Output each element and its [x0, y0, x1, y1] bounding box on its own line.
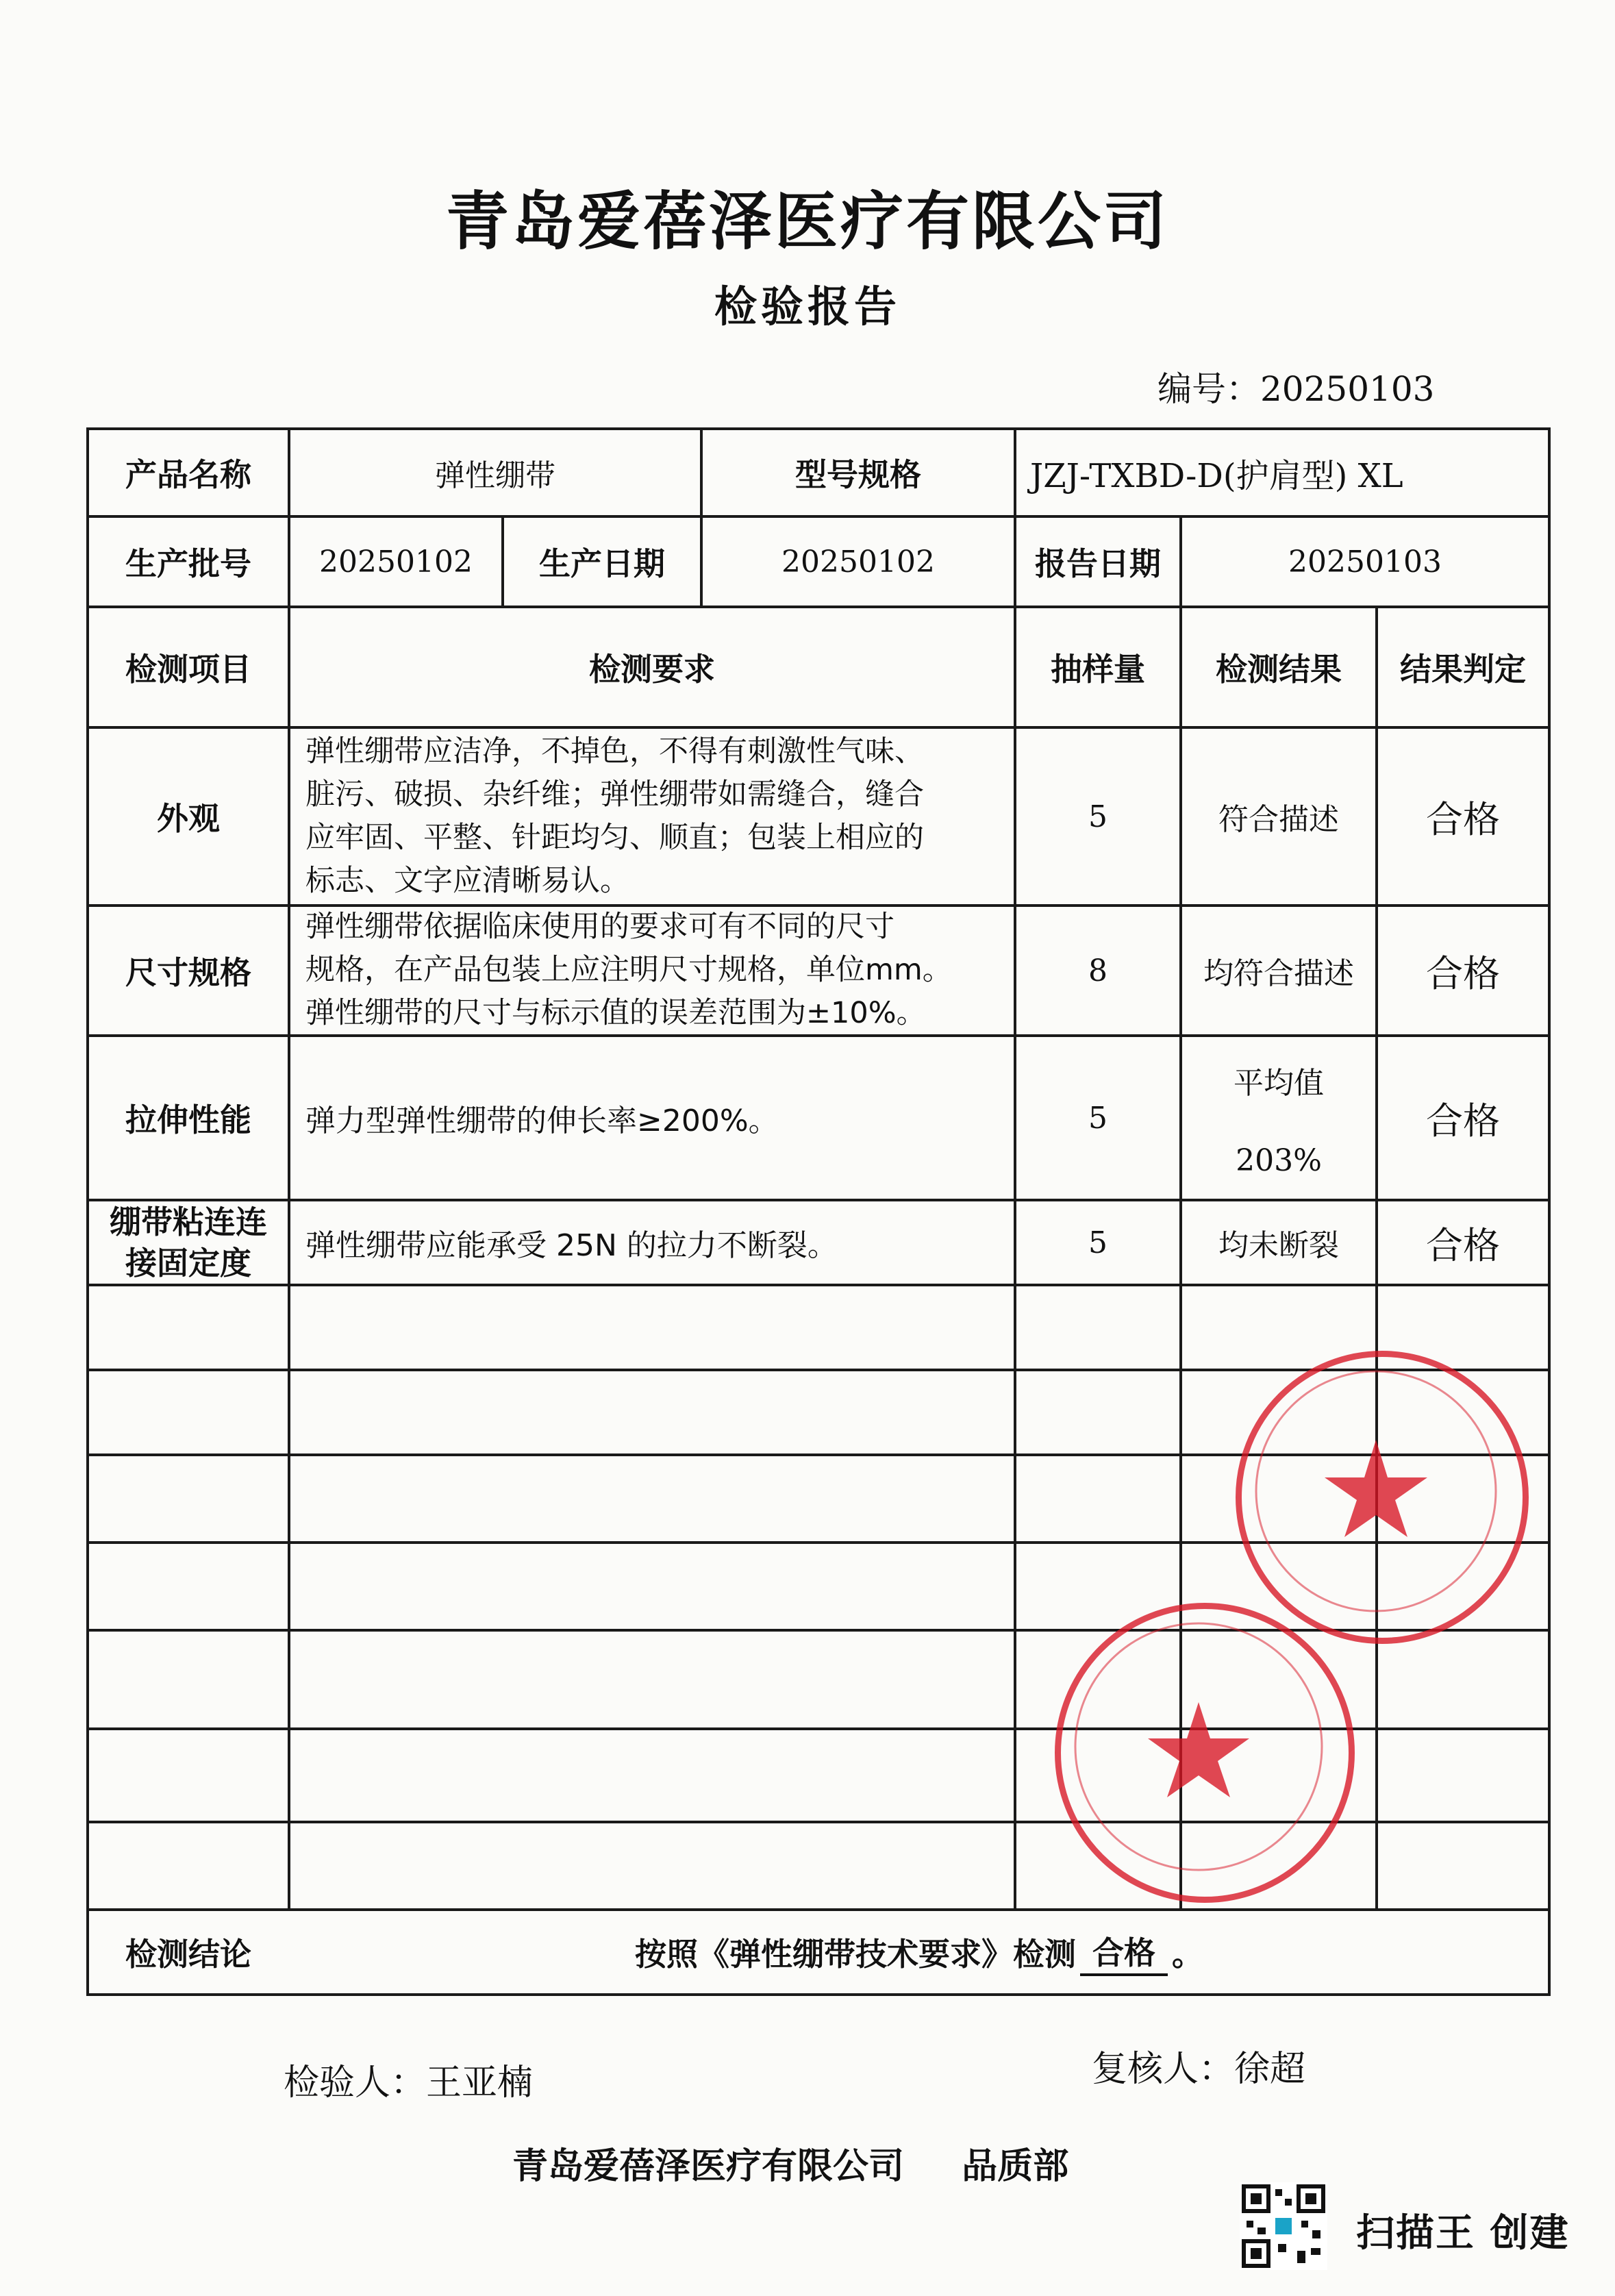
company-title: 青岛爱蓓泽医疗有限公司: [445, 185, 1169, 258]
model-label: 型号规格: [795, 456, 921, 493]
table-row-requirement: 弹力型弹性绷带的伸长率≥200%。: [305, 1103, 779, 1138]
table-row-result: 均未断裂: [1218, 1228, 1339, 1263]
requirement-line: 应牢固、平整、针距均匀、顺直；包装上相应的: [305, 821, 924, 855]
company-seal-1: [1236, 1351, 1529, 1644]
table-row-sample: 5: [1088, 1225, 1107, 1260]
table-row-sample: 5: [1088, 799, 1107, 834]
col-item: 检测项目: [125, 651, 251, 688]
requirement-line: 脏污、破损、杂纤维；弹性绷带如需缝合，缝合: [305, 777, 924, 812]
conclusion-text: [289, 1910, 1549, 1995]
table-row-item: 外观: [157, 800, 220, 837]
qr-code-icon: [1240, 2182, 1327, 2270]
table-row-sample: 8: [1088, 953, 1107, 988]
table-row-item: [88, 1200, 289, 1285]
report-date-label: 报告日期: [1035, 545, 1161, 582]
reviewer-label: 复核人：: [1092, 2049, 1235, 2090]
requirement-line: 弹性绷带依据临床使用的要求可有不同的尺寸: [305, 910, 894, 944]
table-row-sample: 5: [1088, 1100, 1107, 1136]
requirement-line: 弹性绷带的尺寸与标示值的误差范围为±10%。: [305, 996, 926, 1030]
col-result: 检测结果: [1216, 651, 1342, 688]
footer-dept: 品质部: [962, 2146, 1069, 2187]
table-row-requirement: [305, 906, 1011, 1035]
item-line: 接固定度: [125, 1245, 251, 1282]
model-value: JZJ-TXBD-D(护肩型) XL: [1030, 456, 1403, 495]
batch-value: 20250102: [319, 544, 473, 579]
result-line: 203%: [1236, 1143, 1322, 1178]
inspector-name: 王亚楠: [426, 2062, 534, 2104]
inspector-label: 检验人：: [284, 2062, 427, 2104]
report-date-value: 20250103: [1288, 544, 1442, 579]
conclusion-suffix: 。: [1172, 1936, 1203, 1973]
result-line: 平均值: [1234, 1065, 1324, 1101]
table-row-result: [1181, 1036, 1377, 1200]
report-title: 检验报告: [714, 282, 901, 332]
col-judgement: 结果判定: [1400, 651, 1526, 688]
conclusion-prefix: 按照《弹性绷带技术要求》检测: [635, 1936, 1076, 1973]
company-seal-2: [1055, 1603, 1355, 1903]
conclusion-result: 合格: [1080, 1928, 1168, 1976]
requirement-line: 标志、文字应清晰易认。: [305, 864, 629, 898]
prod-date-value: 20250102: [781, 544, 935, 579]
batch-label: 生产批号: [125, 545, 251, 582]
inspector-signature: [284, 2054, 533, 2105]
table-row-judgement: 合格: [1426, 951, 1500, 995]
reviewer-signature: [1092, 2040, 1305, 2091]
requirement-line: 规格，在产品包装上应注明尺寸规格，单位mm。: [305, 953, 952, 987]
table-row-judgement: 合格: [1426, 1099, 1500, 1143]
table-row-judgement: 合格: [1426, 1223, 1500, 1267]
table-row-result: 均符合描述: [1203, 956, 1354, 991]
table-row-item: 尺寸规格: [125, 954, 251, 991]
qr-code-graphic: [1240, 2182, 1327, 2270]
serial-value: 20250103: [1260, 369, 1435, 409]
prod-date-label: 生产日期: [539, 545, 665, 582]
table-row-requirement: 弹性绷带应能承受 25N 的拉力不断裂。: [305, 1228, 838, 1263]
footer-company: 青岛爱蓓泽医疗有限公司: [512, 2146, 905, 2187]
footer-issuer: [512, 2137, 1068, 2188]
col-requirement: 检测要求: [589, 651, 715, 688]
table-row-judgement: 合格: [1426, 797, 1500, 841]
product-name-value: 弹性绷带: [435, 458, 555, 493]
reviewer-name: 徐超: [1234, 2049, 1306, 2090]
scanner-brand: 扫描王 创建: [1356, 2211, 1570, 2256]
table-row-result: 符合描述: [1218, 802, 1339, 837]
table-row-item: 拉伸性能: [125, 1101, 251, 1138]
seal-star-icon: [1055, 1603, 1342, 1891]
item-line: 绷带粘连连: [110, 1203, 267, 1240]
conclusion-label: 检测结论: [125, 1936, 251, 1973]
seal-star-icon: [1236, 1351, 1516, 1632]
col-sample: 抽样量: [1051, 651, 1145, 688]
product-name-label: 产品名称: [125, 456, 251, 493]
serial-label: 编号：: [1157, 369, 1260, 409]
requirement-line: 弹性绷带应洁净，不掉色，不得有刺激性气味、: [305, 734, 924, 769]
table-row-requirement: [305, 730, 1011, 903]
